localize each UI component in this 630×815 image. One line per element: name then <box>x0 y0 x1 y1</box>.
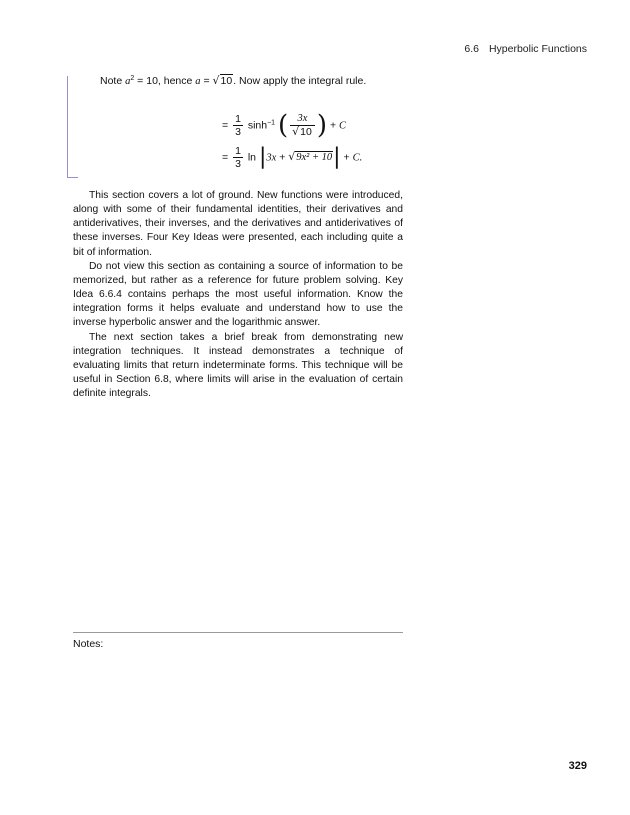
notes-divider <box>73 632 403 633</box>
example-end-marker <box>67 177 78 178</box>
section-number: 6.6 <box>464 43 480 55</box>
inner-fraction: $\frac{3x}{√10}$ <box>290 113 315 138</box>
equation-line-2: = $\frac{1}{3}$ ln |3x + √9x² + 10| + C. <box>222 144 363 170</box>
running-header <box>464 43 587 55</box>
fraction: $\frac{1}{3}$ <box>235 113 241 138</box>
paragraph: Do not view this section as containing a source of information to be memorized, but rather as a reference for future problem solving. Key Idea 6.6.4 contains perhaps the most useful information. Know the integration forms it helps evaluate and understand how to use the inverse hyperbolic answer and the logarithmic answer. <box>73 260 403 329</box>
example-note: Note $a^2 = 10$, hence a = √10. Now apply the integral rule. <box>100 74 367 87</box>
section-summary <box>73 189 403 401</box>
equation-line-1: = $\frac{1}{3}$ $\sinh^{-1}$ ( $\frac{3x}{√10}$ ) + C <box>222 110 347 141</box>
section-title: Hyperbolic Functions <box>488 43 587 55</box>
fraction: $\frac{1}{3}$ <box>235 145 241 170</box>
page-number: 329 <box>568 760 587 772</box>
sqrt-expression: √10 <box>212 74 233 87</box>
paragraph: The next section takes a brief break from demonstrating new integration techniques. It instead demonstrates a technique of evaluating limits that return indeterminate forms. This technique will be useful in Section 6.8, where limits will arise in the evaluation of certain definite integrals. <box>73 331 403 400</box>
paragraph: This section covers a lot of ground. New functions were introduced, along with some of their fundamental identities, their derivatives and antiderivatives, their inverses, and the derivatives and antiderivatives of these inverses. Four Key Ideas were presented, each including quite a bit of information. <box>73 190 403 258</box>
notes-label: Notes: <box>73 638 104 650</box>
example-margin-bar <box>67 76 68 178</box>
